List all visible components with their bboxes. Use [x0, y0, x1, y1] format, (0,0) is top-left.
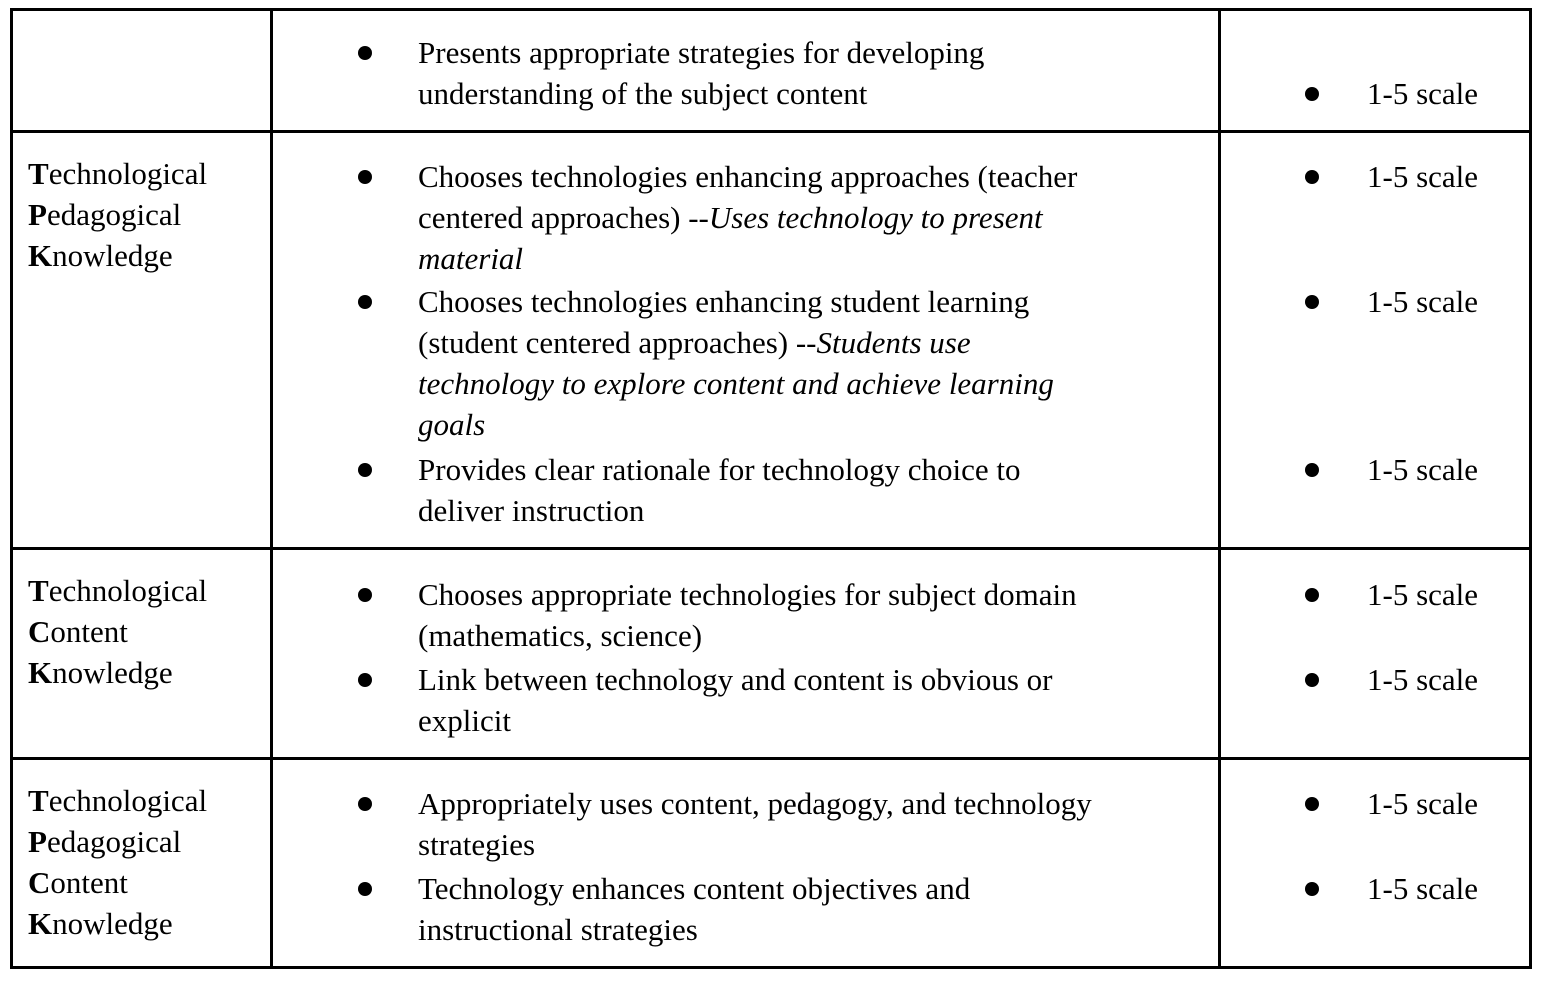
criterion-bullet-icon [358, 882, 372, 896]
scale-label: 1-5 scale [1367, 577, 1479, 612]
criterion-text: Technology enhances content objectives and [418, 871, 971, 906]
criterion-text-line [418, 73, 867, 114]
category-label-line [28, 652, 173, 693]
criterion-text: centered approaches) -- [418, 200, 709, 235]
criterion-text-line [418, 824, 535, 865]
criterion-text: Provides clear rationale for technology choice to [418, 452, 1021, 487]
scale-bullet-icon [1305, 673, 1319, 687]
category-rest: nowledge [52, 655, 173, 690]
category-label-line [28, 862, 128, 903]
criterion-text-line [418, 449, 1021, 490]
criterion-text-line [418, 574, 1077, 615]
scale-bullet-icon [1305, 170, 1319, 184]
category-initial: P [28, 824, 47, 859]
criterion-text-line [418, 156, 1077, 197]
criterion-text-line [418, 868, 970, 909]
scale-bullet-icon [1305, 588, 1319, 602]
category-label-line [28, 570, 207, 611]
criterion-text: Appropriately uses content, pedagogy, and technology [418, 786, 1092, 821]
category-rest: echnological [48, 156, 208, 191]
category-rest: edagogical [46, 824, 182, 859]
criterion-text-line [418, 659, 1053, 700]
category-initial: C [28, 614, 51, 649]
scale-label: 1-5 scale [1367, 284, 1479, 319]
criterion-text-line [418, 909, 698, 950]
criterion-text: instructional strategies [418, 912, 698, 947]
criterion-text: understanding of the subject content [418, 76, 868, 111]
column-divider [270, 8, 273, 969]
criterion-text-line [418, 32, 984, 73]
row-divider [10, 547, 1532, 550]
criterion-text: deliver instruction [418, 493, 645, 528]
criterion-text: (mathematics, science) [418, 618, 703, 653]
scale-bullet-icon [1305, 882, 1319, 896]
category-label-line [28, 780, 207, 821]
row-divider [10, 130, 1532, 133]
criterion-text-line [418, 238, 523, 279]
criterion-text-line [418, 281, 1029, 322]
category-initial: T [28, 573, 49, 608]
criterion-text-line [418, 197, 1043, 238]
criterion-bullet-icon [358, 463, 372, 477]
criterion-text: strategies [418, 827, 536, 862]
category-rest: nowledge [52, 906, 173, 941]
category-label-line [28, 194, 181, 235]
category-label-line [28, 611, 128, 652]
category-initial: P [28, 197, 47, 232]
scale-label: 1-5 scale [1367, 662, 1479, 697]
category-rest: nowledge [52, 238, 173, 273]
category-label-line [28, 821, 181, 862]
criterion-text: Presents appropriate strategies for developing [418, 35, 985, 70]
category-initial: T [28, 783, 49, 818]
criterion-text: Chooses appropriate technologies for subject domain [418, 577, 1077, 612]
scale-bullet-icon [1305, 87, 1319, 101]
criterion-bullet-icon [358, 170, 372, 184]
category-rest: echnological [48, 783, 208, 818]
row-divider [10, 757, 1532, 760]
scale-bullet-icon [1305, 463, 1319, 477]
category-label-line [28, 903, 173, 944]
category-initial: C [28, 865, 51, 900]
scale-label: 1-5 scale [1367, 159, 1479, 194]
category-initial: K [28, 238, 53, 273]
criterion-bullet-icon [358, 295, 372, 309]
criterion-text: (student centered approaches) -- [418, 325, 817, 360]
scale-bullet-icon [1305, 295, 1319, 309]
column-divider [1218, 8, 1221, 969]
category-initial: K [28, 655, 53, 690]
scale-label: 1-5 scale [1367, 76, 1479, 111]
criterion-text-line [418, 490, 644, 531]
scale-bullet-icon [1305, 797, 1319, 811]
criterion-text-line [418, 615, 702, 656]
criterion-text: Chooses technologies enhancing approaches (teacher [418, 159, 1078, 194]
criterion-bullet-icon [358, 588, 372, 602]
criterion-bullet-icon [358, 673, 372, 687]
category-initial: K [28, 906, 53, 941]
category-label-line [28, 235, 173, 276]
criterion-example-text: material [418, 241, 524, 276]
criterion-text: Chooses technologies enhancing student learning [418, 284, 1030, 319]
criterion-bullet-icon [358, 46, 372, 60]
category-rest: echnological [48, 573, 208, 608]
scale-label: 1-5 scale [1367, 786, 1479, 821]
criterion-example-text: Students use [816, 325, 971, 360]
criterion-text-line [418, 700, 511, 741]
category-rest: edagogical [46, 197, 182, 232]
category-label-line [28, 153, 207, 194]
criterion-text-line [418, 363, 1054, 404]
category-rest: ontent [50, 614, 128, 649]
criterion-text-line [418, 783, 1092, 824]
criterion-text: explicit [418, 703, 511, 738]
criterion-example-text: goals [418, 407, 486, 442]
scale-label: 1-5 scale [1367, 871, 1479, 906]
criterion-text-line [418, 322, 971, 363]
criterion-text: Link between technology and content is obvious or [418, 662, 1053, 697]
criterion-text-line [418, 404, 485, 445]
scale-label: 1-5 scale [1367, 452, 1479, 487]
criterion-example-text: Uses technology to present [708, 200, 1043, 235]
criterion-example-text: technology to explore content and achieve learning [418, 366, 1054, 401]
category-initial: T [28, 156, 49, 191]
category-rest: ontent [50, 865, 128, 900]
criterion-bullet-icon [358, 797, 372, 811]
